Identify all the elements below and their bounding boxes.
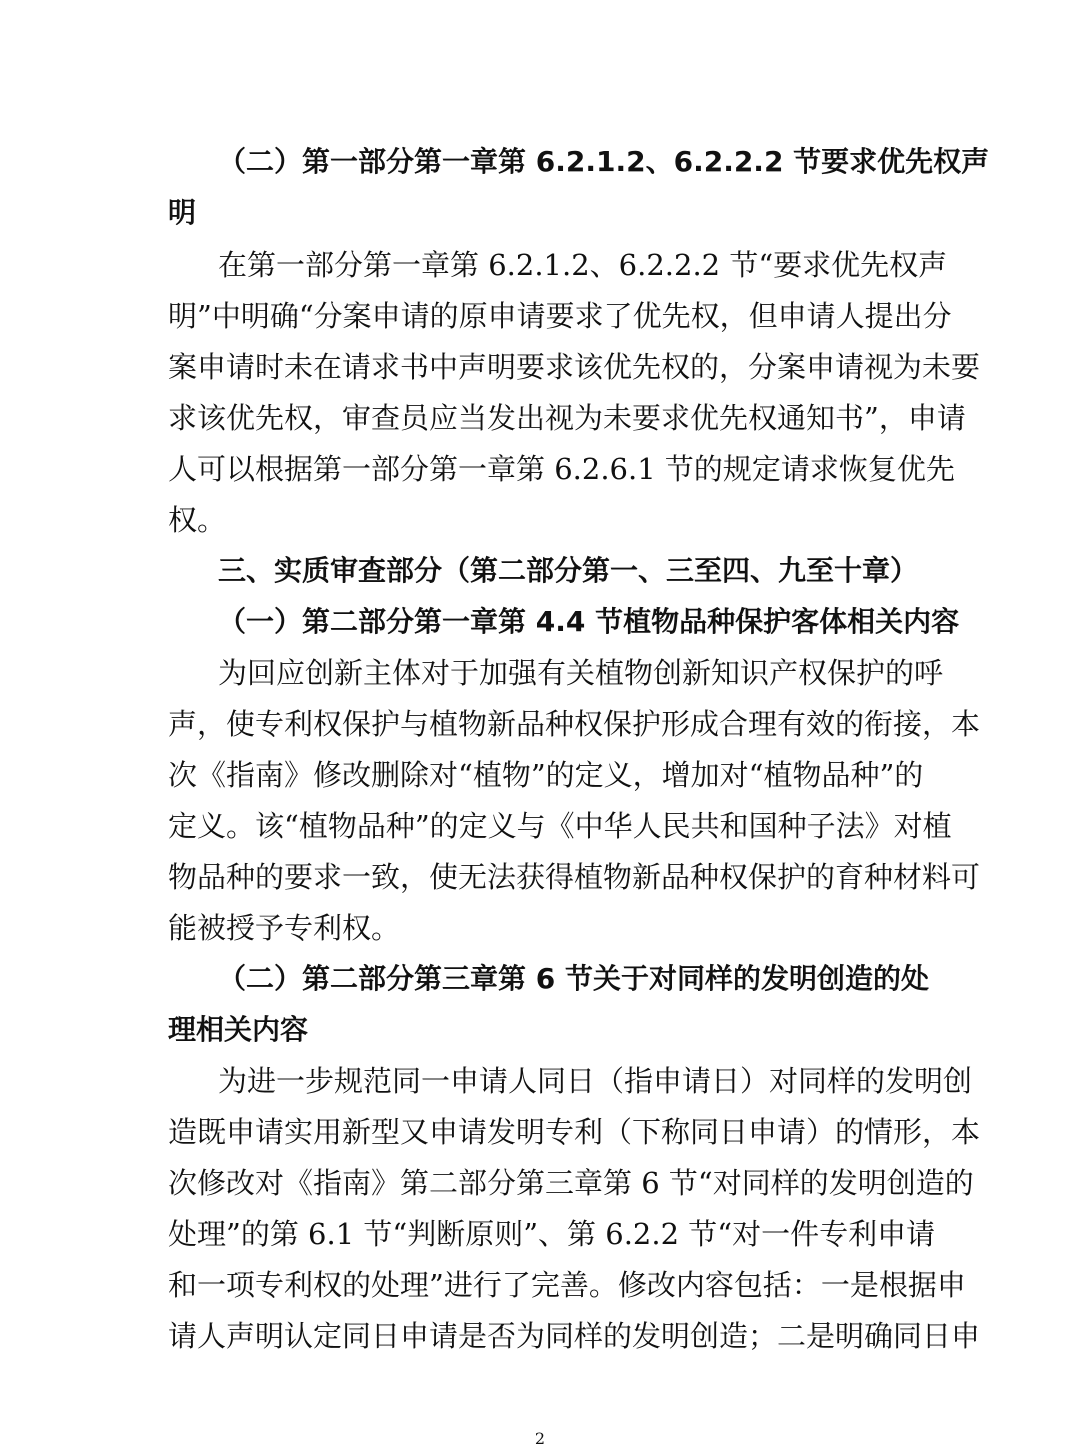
paragraph-line: 定义。该“植物品种”的定义与《中华人民共和国种子法》对植 xyxy=(168,809,952,843)
paragraph-line: 权。 xyxy=(168,503,227,537)
part-heading: 三、实质审查部分（第二部分第一、三至四、九至十章） xyxy=(218,554,919,587)
paragraph-line: 为进一步规范同一申请人同日（指申请日）对同样的发明创 xyxy=(218,1064,973,1098)
paragraph-line: 次《指南》修改删除对“植物”的定义，增加对“植物品种”的 xyxy=(168,758,924,792)
paragraph-line: 声，使专利权保护与植物新品种权保护形成合理有效的衔接，本 xyxy=(168,707,981,741)
paragraph-line: 处理”的第 6.1 节“判断原则”、第 6.2.2 节“对一件专利申请 xyxy=(168,1217,936,1251)
paragraph-line: 请人声明认定同日申请是否为同样的发明创造；二是明确同日申 xyxy=(168,1319,981,1353)
paragraph-line: 物品种的要求一致，使无法获得植物新品种权保护的育种材料可 xyxy=(168,860,981,894)
section-heading-line: （二）第一部分第一章第 6.2.1.2、6.2.2.2 节要求优先权声 xyxy=(218,145,990,178)
paragraph-line: 人可以根据第一部分第一章第 6.2.6.1 节的规定请求恢复优先 xyxy=(168,452,955,486)
section-heading-line: （二）第二部分第三章第 6 节关于对同样的发明创造的处 xyxy=(218,962,929,995)
paragraph-line: 造既申请实用新型又申请发明专利（下称同日申请）的情形，本 xyxy=(168,1115,981,1149)
section-heading-line: 理相关内容 xyxy=(168,1013,309,1046)
paragraph-line: 明”中明确“分案申请的原申请要求了优先权，但申请人提出分 xyxy=(168,299,952,333)
paragraph-line: 为回应创新主体对于加强有关植物创新知识产权保护的呼 xyxy=(218,656,944,690)
paragraph-line: 求该优先权，审查员应当发出视为未要求优先权通知书”，申请 xyxy=(168,401,966,435)
paragraph-line: 案申请时未在请求书中声明要求该优先权的，分案申请视为未要 xyxy=(168,350,981,384)
paragraph-line: 次修改对《指南》第二部分第三章第 6 节“对同样的发明创造的 xyxy=(168,1166,974,1200)
paragraph-line: 在第一部分第一章第 6.2.1.2、6.2.2.2 节“要求优先权声 xyxy=(218,248,948,282)
section-heading-line: 明 xyxy=(168,196,197,229)
section-heading-line: （一）第二部分第一章第 4.4 节植物品种保护客体相关内容 xyxy=(218,605,960,638)
paragraph-line: 能被授予专利权。 xyxy=(168,911,401,945)
page-number: 2 xyxy=(534,1429,546,1448)
paragraph-line: 和一项专利权的处理”进行了完善。修改内容包括：一是根据申 xyxy=(168,1268,966,1302)
